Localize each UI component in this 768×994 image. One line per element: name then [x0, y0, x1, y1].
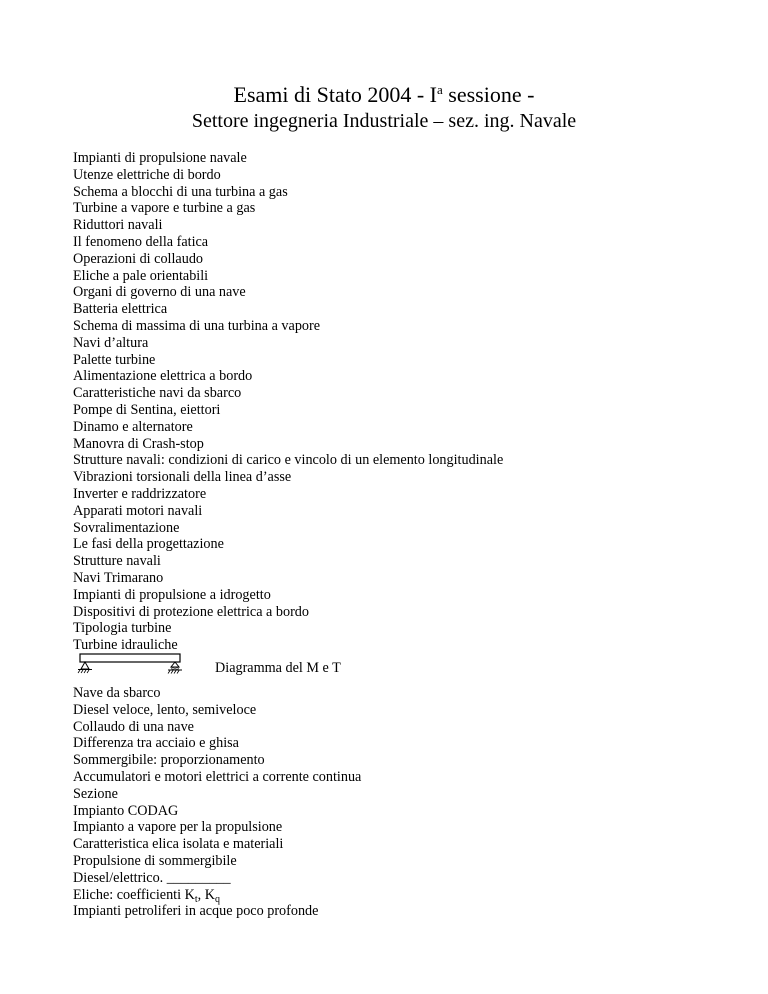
topic-item: Impianti di propulsione navale — [73, 150, 247, 166]
subscript: t — [194, 893, 198, 905]
topic-item: Propulsione di sommergibile — [73, 852, 237, 869]
topic-item: Eliche a pale orientabili — [73, 267, 209, 284]
topic-item: Differenza tra acciaio e ghisa — [73, 735, 239, 752]
topic-item: Sezione — [73, 785, 118, 802]
topic-item: Operazioni di collaudo — [73, 250, 204, 267]
topic-item: Nave da sbarco — [73, 685, 161, 701]
topic-item: Strutture navali: condizioni di carico e vincolo di un elemento longitudinale — [73, 452, 504, 469]
title-superscript: a — [437, 82, 443, 97]
diagram-label: Diagramma del M e T — [215, 660, 341, 676]
topic-item: Sommergibile: proporzionamento — [73, 752, 265, 769]
topic-item: Impianti di propulsione a idrogetto — [73, 586, 271, 603]
topic-item: Caratteristica elica isolata e materiali — [73, 836, 284, 853]
topic-list-part2 — [73, 685, 361, 920]
topic-item: Navi d’altura — [73, 334, 149, 351]
topic-item: Impianti petroliferi in acque poco profonde — [73, 903, 319, 920]
topic-item: Dinamo e alternatore — [73, 418, 193, 435]
topic-item: Diesel/elettrico. _________ — [73, 869, 231, 886]
topic-item: Dispositivi di protezione elettrica a bordo — [73, 603, 309, 620]
topic-item-eliche-coefficients — [73, 887, 361, 904]
topic-item: Alimentazione elettrica a bordo — [73, 368, 253, 385]
topic-item: Il fenomeno della fatica — [73, 233, 209, 250]
topic-item: Strutture navali — [73, 553, 161, 570]
topic-item: Vibrazioni torsionali della linea d’asse — [73, 469, 292, 486]
topic-item: Caratteristiche navi da sbarco — [73, 385, 242, 402]
topic-item: Diesel veloce, lento, semiveloce — [73, 701, 257, 718]
topic-item: Batteria elettrica — [73, 301, 168, 318]
topic-item: Schema di massima di una turbina a vapore — [73, 317, 321, 334]
topic-item: Inverter e raddrizzatore — [73, 485, 207, 502]
topic-item: Utenze elettriche di bordo — [73, 166, 221, 183]
topic-item: Impianto a vapore per la propulsione — [73, 819, 283, 836]
topic-item: Organi di governo di una nave — [73, 284, 246, 301]
topic-item: Accumulatori e motori elettrici a corrente continua — [73, 768, 362, 785]
title-main: Esami di Stato 2004 - I — [233, 82, 438, 107]
topic-list-part1 — [73, 150, 503, 654]
text-fragment: Eliche: coefficienti K — [73, 886, 195, 903]
subscript: q — [214, 893, 220, 905]
topic-item: Schema a blocchi di una turbina a gas — [73, 183, 288, 200]
topic-item: Turbine a vapore e turbine a gas — [73, 200, 256, 217]
text-fragment: , K — [197, 886, 215, 903]
page-title — [0, 82, 768, 108]
topic-item: Riduttori navali — [73, 217, 163, 234]
topic-item: Pompe di Sentina, eiettori — [73, 401, 221, 418]
topic-item: Apparati motori navali — [73, 502, 203, 519]
title-end: sessione - — [442, 82, 535, 107]
beam-diagram — [72, 653, 202, 675]
simply-supported-beam-icon — [72, 653, 202, 675]
topic-item: Le fasi della progettazione — [73, 536, 224, 553]
topic-item: Manovra di Crash-stop — [73, 435, 204, 452]
topic-item: Sovralimentazione — [73, 519, 180, 536]
topic-item: Collaudo di una nave — [73, 718, 194, 735]
topic-item: Navi Trimarano — [73, 569, 164, 586]
topic-item: Palette turbine — [73, 351, 156, 368]
topic-item: Turbine idrauliche — [73, 637, 178, 654]
page-subtitle: Settore ingegneria Industriale – sez. ing. Navale — [191, 110, 577, 132]
topic-item: Tipologia turbine — [73, 620, 172, 637]
topic-item: Impianto CODAG — [73, 802, 179, 819]
